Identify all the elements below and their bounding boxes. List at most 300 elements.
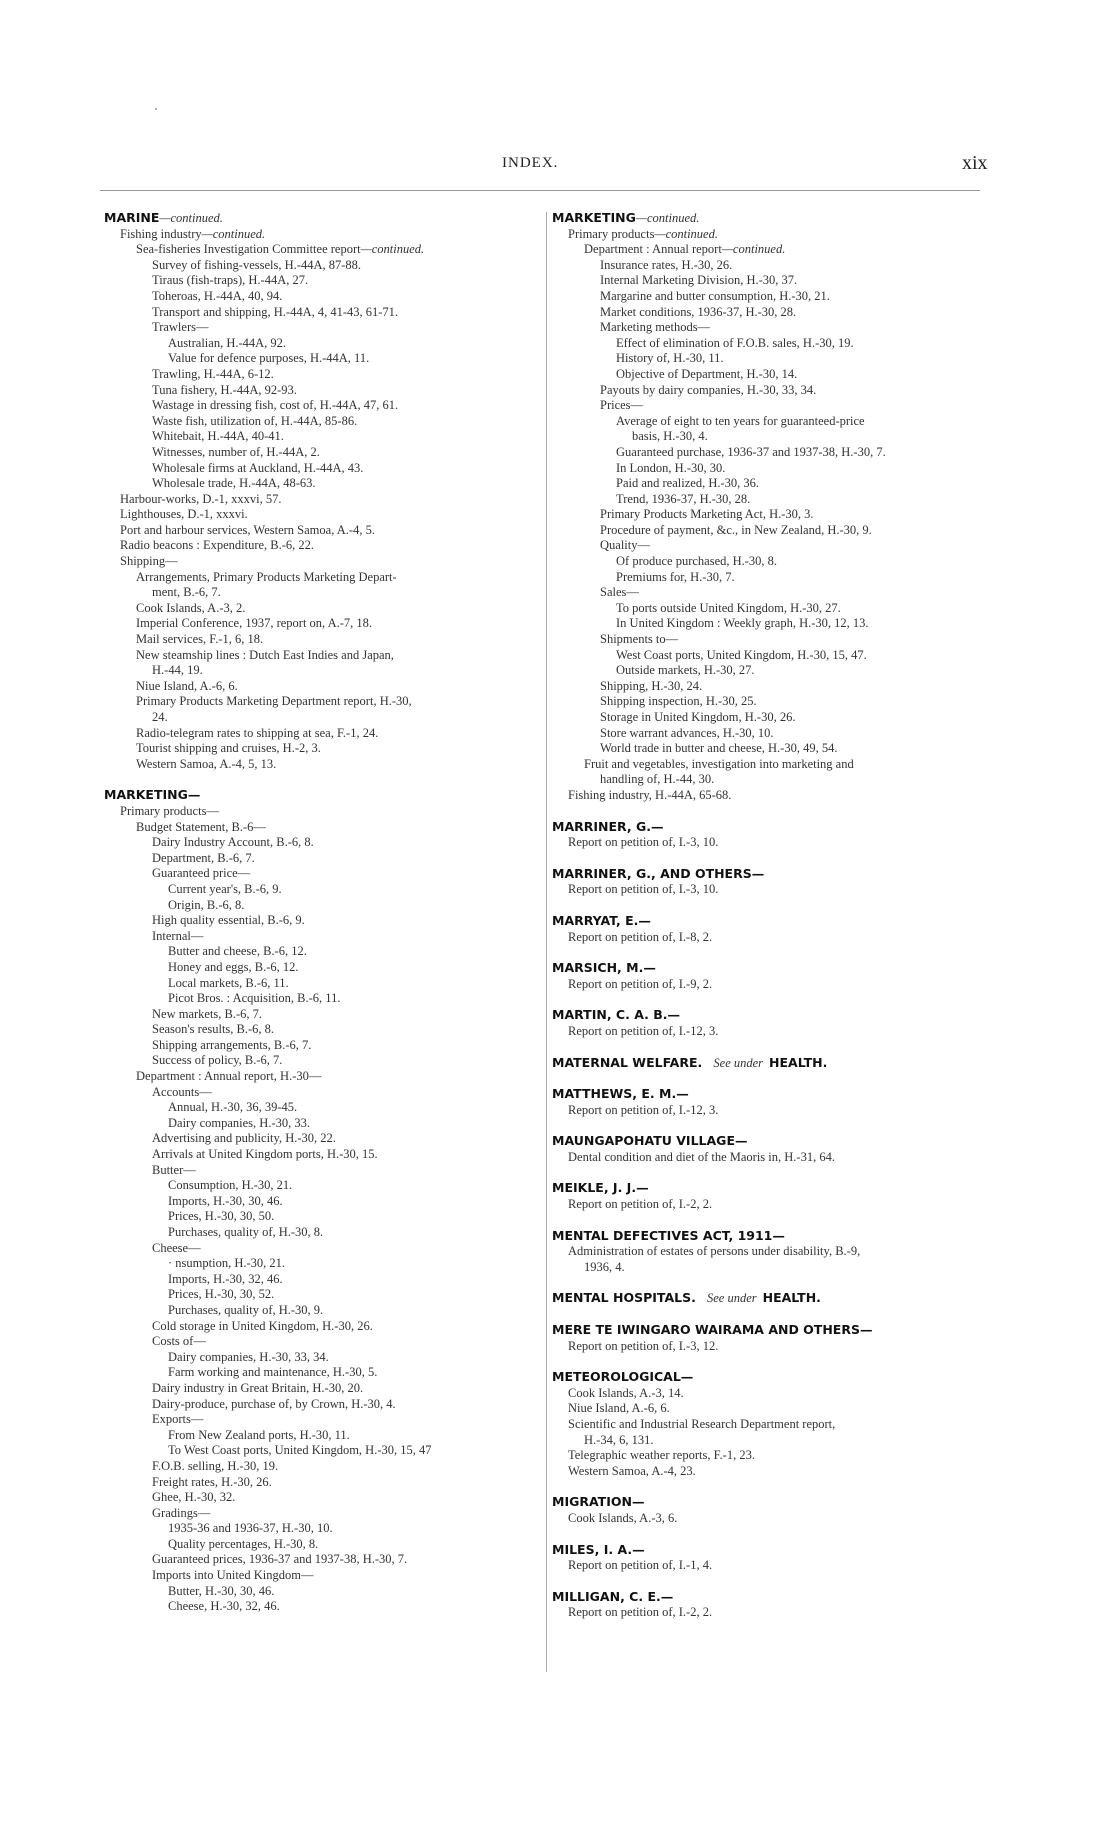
index-entry [552,977,982,993]
entry-text: Department, B.-6, 7. [152,850,255,865]
index-entry [104,1053,534,1069]
entry-text: Freight rates, H.-30, 26. [152,1474,272,1489]
entry-suffix: —continued. [201,226,266,241]
entry-text: Value for defence purposes, H.-44A, 11. [168,351,370,366]
index-entry [552,679,982,695]
entry-text: Report on petition of, I.-3, 10. [568,835,719,850]
entry-text: Objective of Department, H.-30, 14. [616,366,798,381]
index-entry [104,367,534,383]
index-entry [552,445,982,461]
index-entry [104,913,534,929]
index-entry [104,1552,534,1568]
entry-text: Butter and cheese, B.-6, 12. [168,944,307,959]
entry-text: MATERNAL WELFARE. [552,1054,703,1070]
entry-suffix: —continued. [721,242,786,257]
entry-text: 1936, 4. [584,1259,625,1274]
index-entry [552,835,982,851]
cross-reference: HEALTH. [762,1290,821,1306]
index-entry [552,554,982,570]
entry-text: Dairy industry in Great Britain, H.-30, 20. [152,1380,364,1395]
entry-text: Lighthouses, D.-1, xxxvi. [120,507,248,522]
index-entry [104,1521,534,1537]
index-entry [104,538,534,554]
entry-gap [552,1307,982,1322]
index-entry [104,632,534,648]
entry-text: MATTHEWS, E. M.— [552,1086,689,1102]
entry-text: Administration of estates of persons under disability, B.-9, [568,1244,861,1259]
entry-text: Advertising and publicity, H.-30, 22. [152,1131,336,1146]
entry-text: Marketing methods— [600,320,711,335]
index-entry [104,1287,534,1303]
index-entry [104,929,534,945]
entry-suffix: —continued. [360,242,425,257]
index-entry [104,1100,534,1116]
index-entry [104,1116,534,1132]
index-entry [104,1007,534,1023]
index-entry [552,648,982,664]
index-entry [552,1197,982,1213]
entry-text: Arrivals at United Kingdom ports, H.-30, 15. [152,1147,378,1162]
index-entry [104,1147,534,1163]
entry-text: Harbour-works, D.-1, xxxvi, 57. [120,491,282,506]
entry-text: Survey of fishing-vessels, H.-44A, 87-88. [152,257,362,272]
index-entry [104,461,534,477]
index-entry [552,1464,982,1480]
entry-text: Tiraus (fish-traps), H.-44A, 27. [152,273,309,288]
entry-text: Average of eight to ten years for guaranteed-price [616,413,865,428]
entry-text: Dairy-produce, purchase of, by Crown, H.-30, 4. [152,1396,396,1411]
index-entry [552,757,982,773]
entry-text: In London, H.-30, 30. [616,460,726,475]
entry-text: Report on petition of, I.-3, 10. [568,882,719,897]
index-entry [552,336,982,352]
index-entry [104,273,534,289]
right-column [552,210,982,1621]
entry-text: Fishing industry [120,226,202,241]
entry-text: Report on petition of, I.-9, 2. [568,976,713,991]
index-entry [104,835,534,851]
entry-text: METEOROLOGICAL— [552,1369,694,1385]
entry-text: West Coast ports, United Kingdom, H.-30, 15, 47. [616,647,867,662]
index-entry [552,726,982,742]
index-entry [552,1244,982,1260]
entry-text: Primary products [568,226,655,241]
entry-text: Butter— [152,1162,196,1177]
index-entry [104,554,534,570]
entry-text: MENTAL HOSPITALS. [552,1290,696,1306]
entry-gap [552,945,982,960]
entry-text: Payouts by dairy companies, H.-30, 33, 34. [600,382,817,397]
column-divider [546,212,547,1672]
index-heading [552,913,982,930]
index-entry [104,383,534,399]
index-entry [104,429,534,445]
entry-text: Primary products— [120,803,219,818]
entry-text: Effect of elimination of F.O.B. sales, H.-30, 19. [616,335,854,350]
index-entry [104,445,534,461]
index-entry [104,1350,534,1366]
entry-text: Report on petition of, I.-2, 2. [568,1197,713,1212]
entry-gap [552,1354,982,1369]
index-heading [552,1055,982,1072]
index-entry [104,726,534,742]
index-entry [552,570,982,586]
index-entry [552,1260,982,1276]
index-entry [104,476,534,492]
entry-gap [104,772,534,787]
entry-text: 1935-36 and 1936-37, H.-30, 10. [168,1521,333,1536]
entry-text: MAUNGAPOHATU VILLAGE— [552,1133,748,1149]
entry-text: Guaranteed price— [152,866,251,881]
header-rule [100,190,980,191]
entry-text: Tourist shipping and cruises, H.-2, 3. [136,741,321,756]
index-entry [104,1225,534,1241]
entry-text: Wholesale trade, H.-44A, 48-63. [152,476,316,491]
entry-text: Prices, H.-30, 30, 50. [168,1209,275,1224]
index-entry [552,1103,982,1119]
entry-text: Report on petition of, I.-8, 2. [568,929,713,944]
index-entry [552,367,982,383]
entry-text: Wholesale firms at Auckland, H.-44A, 43. [152,460,364,475]
index-entry [104,1537,534,1553]
index-entry [104,898,534,914]
index-entry [104,1209,534,1225]
index-entry [552,305,982,321]
entry-text: Niue Island, A.-6, 6. [568,1401,670,1416]
index-entry [104,1459,534,1475]
index-entry [552,523,982,539]
index-entry [104,1085,534,1101]
index-entry [104,866,534,882]
index-entry [104,289,534,305]
entry-text: Fruit and vegetables, investigation into marketing and [584,756,854,771]
entry-text: Insurance rates, H.-30, 26. [600,257,733,272]
entry-text: Annual, H.-30, 36, 39-45. [168,1100,298,1115]
index-entry [104,1412,534,1428]
entry-text: MARKETING [552,210,636,225]
index-entry [104,258,534,274]
entry-text: basis, H.-30, 4. [632,429,708,444]
entry-text: Toheroas, H.-44A, 40, 94. [152,288,283,303]
entry-text: Cold storage in United Kingdom, H.-30, 26. [152,1318,373,1333]
entry-text: handling of, H.-44, 30. [600,772,715,787]
index-entry [552,710,982,726]
entry-text: Port and harbour services, Western Samoa, A.-4, 5. [120,522,375,537]
index-entry [104,1397,534,1413]
entry-text: MILES, I. A.— [552,1541,645,1557]
entry-text: ment, B.-6, 7. [152,585,221,600]
entry-text: Radio beacons : Expenditure, B.-6, 22. [120,538,315,553]
entry-text: MARRYAT, E.— [552,912,651,928]
index-entry [552,492,982,508]
entry-text: Trawlers— [152,320,209,335]
entry-text: Consumption, H.-30, 21. [168,1178,293,1193]
entry-text: To West Coast ports, United Kingdom, H.-30, 15, 47 [168,1443,432,1458]
index-entry [104,663,534,679]
entry-gap [552,1574,982,1589]
entry-text: Shipping, H.-30, 24. [600,678,703,693]
entry-text: Trend, 1936-37, H.-30, 28. [616,491,751,506]
page-header [0,152,1114,179]
entry-text: Report on petition of, I.-3, 12. [568,1338,719,1353]
entry-text: Origin, B.-6, 8. [168,897,245,912]
entry-text: Cheese, H.-30, 32, 46. [168,1599,280,1614]
index-entry [552,1605,982,1621]
entry-text: Procedure of payment, &c., in New Zealand, H.-30, 9. [600,522,872,537]
index-heading [552,1086,982,1103]
index-entry [104,1022,534,1038]
entry-text: High quality essential, B.-6, 9. [152,913,305,928]
index-entry [104,1584,534,1600]
index-heading [552,1290,982,1307]
index-entry [552,320,982,336]
entry-text: Waste fish, utilization of, H.-44A, 85-86. [152,413,358,428]
index-entry [552,632,982,648]
entry-text: F.O.B. selling, H.-30, 19. [152,1458,279,1473]
entry-text: Sea-fisheries Investigation Committee report [136,242,361,257]
index-entry [552,351,982,367]
entry-text: Report on petition of, I.-2, 2. [568,1605,713,1620]
entry-text: H.-44, 19. [152,663,203,678]
entry-text: Fishing industry, H.-44A, 65-68. [568,787,732,802]
entry-text: Costs of— [152,1334,206,1349]
entry-text: Wastage in dressing fish, cost of, H.-44A, 47, 61. [152,398,399,413]
index-entry [104,585,534,601]
entry-gap [552,851,982,866]
entry-text: Quality— [600,538,650,553]
entry-text: Margarine and butter consumption, H.-30, 21. [600,288,830,303]
index-entry [104,1443,534,1459]
entry-text: · nsumption, H.-30, 21. [168,1256,286,1271]
entry-text: Scientific and Industrial Research Department report, [568,1417,836,1431]
entry-gap [552,898,982,913]
entry-text: Current year's, B.-6, 9. [168,881,282,896]
entry-text: Budget Statement, B.-6— [136,819,266,834]
entry-text: Local markets, B.-6, 11. [168,975,289,990]
index-entry [104,960,534,976]
entry-text: Success of policy, B.-6, 7. [152,1053,283,1068]
entry-gap [552,1479,982,1494]
index-heading [552,1369,982,1386]
entry-text: Farm working and maintenance, H.-30, 5. [168,1365,378,1380]
index-entry [104,1475,534,1491]
entry-text: MILLIGAN, C. E.— [552,1588,674,1604]
index-entry [552,1511,982,1527]
index-entry [104,1241,534,1257]
entry-gap [552,804,982,819]
entry-text: MARSICH, M.— [552,960,656,976]
index-entry [552,1433,982,1449]
entry-text: Purchases, quality of, H.-30, 9. [168,1302,324,1317]
entry-gap [552,1213,982,1228]
entry-text: Internal— [152,928,204,943]
entry-text: To ports outside United Kingdom, H.-30, 27. [616,600,841,615]
entry-text: Cook Islands, A.-3, 2. [136,600,246,615]
page-title: INDEX. [502,155,559,171]
entry-suffix: See under [710,1055,764,1070]
entry-text: Storage in United Kingdom, H.-30, 26. [600,710,796,724]
entry-text: Report on petition of, I.-1, 4. [568,1558,713,1573]
entry-text: MARTIN, C. A. B.— [552,1007,680,1023]
index-heading [552,1007,982,1024]
left-column [104,210,534,1615]
index-entry [104,320,534,336]
entry-text: In United Kingdom : Weekly graph, H.-30, 12, 13. [616,616,869,631]
index-heading [552,1589,982,1606]
entry-text: Of produce purchased, H.-30, 8. [616,554,778,569]
index-entry [104,507,534,523]
index-entry [552,741,982,757]
index-entry [104,648,534,664]
entry-text: Internal Marketing Division, H.-30, 37. [600,273,798,288]
entry-text: Market conditions, 1936-37, H.-30, 28. [600,304,797,319]
entry-text: MERE TE IWINGARO WAIRAMA AND OTHERS— [552,1322,873,1338]
entry-text: 24. [152,710,168,724]
index-entry [104,1131,534,1147]
index-entry [552,1339,982,1355]
index-entry [552,616,982,632]
entry-text: Gradings— [152,1505,211,1520]
entry-text: Primary Products Marketing Act, H.-30, 3. [600,507,814,522]
index-entry [552,383,982,399]
index-heading [552,1494,982,1511]
entry-text: Outside markets, H.-30, 27. [616,663,755,678]
entry-text: Dental condition and diet of the Maoris in, H.-31, 64. [568,1149,835,1164]
index-heading [552,1133,982,1150]
entry-text: Shipping inspection, H.-30, 25. [600,694,757,709]
entry-suffix: —continued. [159,211,223,225]
entry-text: MARRINER, G., AND OTHERS— [552,865,765,881]
index-entry [104,851,534,867]
entry-text: Western Samoa, A.-4, 5, 13. [136,756,277,771]
entry-text: Telegraphic weather reports, F.-1, 23. [568,1448,755,1463]
index-entry [552,242,982,258]
entry-text: MARKETING— [104,787,201,803]
entry-gap [552,992,982,1007]
index-heading [552,960,982,977]
entry-text: Sales— [600,585,639,600]
index-entry [104,679,534,695]
entry-text: Witnesses, number of, H.-44A, 2. [152,444,320,459]
entry-text: Arrangements, Primary Products Marketing Depart- [136,569,397,584]
index-entry [104,1365,534,1381]
index-heading [552,866,982,883]
entry-text: Premiums for, H.-30, 7. [616,569,735,584]
index-entry [104,882,534,898]
entry-text: New markets, B.-6, 7. [152,1006,263,1021]
index-heading [552,210,982,227]
entry-text: H.-34, 6, 131. [584,1432,654,1447]
entry-text: MEIKLE, J. J.— [552,1180,649,1196]
entry-text: Dairy Industry Account, B.-6, 8. [152,835,314,850]
entry-suffix: —continued. [654,226,718,241]
index-heading [552,1542,982,1559]
index-entry [552,930,982,946]
entry-text: Shipments to— [600,632,679,647]
index-entry [104,694,534,710]
entry-text: Ghee, H.-30, 32. [152,1490,236,1505]
index-entry [552,1150,982,1166]
entry-text: Primary Products Marketing Department report, H.-30, [136,694,412,709]
index-entry [552,258,982,274]
entry-suffix: See under [703,1291,757,1306]
index-entry [104,1272,534,1288]
index-entry [104,1490,534,1506]
index-entry [104,601,534,617]
index-entry [104,1256,534,1272]
index-entry [552,772,982,788]
index-entry [552,1024,982,1040]
index-heading [552,1180,982,1197]
index-entry [552,1386,982,1402]
entry-gap [552,1275,982,1290]
entry-text: Exports— [152,1412,204,1427]
entry-text: Paid and realized, H.-30, 36. [616,476,760,491]
entry-text: Western Samoa, A.-4, 23. [568,1463,696,1478]
cross-reference: HEALTH. [769,1054,828,1070]
index-entry [104,570,534,586]
index-entry [104,1303,534,1319]
entry-text: Report on petition of, I.-12, 3. [568,1102,719,1117]
index-entry [104,1334,534,1350]
index-heading [104,787,534,804]
entry-text: Tuna fishery, H.-44A, 92-93. [152,382,297,397]
index-entry [552,694,982,710]
entry-text: World trade in butter and cheese, H.-30, 49, 54. [600,741,838,756]
index-entry [104,227,534,243]
entry-text: Department : Annual report [584,242,722,257]
index-entry [104,991,534,1007]
entry-text: Department : Annual report, H.-30— [136,1069,322,1084]
index-entry [104,1069,534,1085]
entry-text: History of, H.-30, 11. [616,351,724,366]
index-heading [104,210,534,227]
entry-text: Season's results, B.-6, 8. [152,1022,275,1037]
index-entry [104,976,534,992]
entry-text: Accounts— [152,1084,212,1099]
index-entry [552,788,982,804]
index-entry [104,1038,534,1054]
index-entry [104,351,534,367]
entry-text: Cook Islands, A.-3, 14. [568,1385,684,1400]
index-entry [104,710,534,726]
index-entry [104,242,534,258]
entry-text: Imports into United Kingdom— [152,1568,314,1583]
index-entry [104,820,534,836]
index-entry [104,1568,534,1584]
entry-text: Honey and eggs, B.-6, 12. [168,959,299,974]
entry-text: MARRINER, G.— [552,818,664,834]
index-entry [552,1417,982,1433]
entry-text: Imports, H.-30, 30, 46. [168,1193,283,1208]
index-entry [104,1428,534,1444]
index-entry [552,1448,982,1464]
index-entry [104,1163,534,1179]
entry-text: Mail services, F.-1, 6, 18. [136,632,264,647]
entry-text: Shipping— [120,554,178,569]
index-entry [104,1319,534,1335]
entry-text: Dairy companies, H.-30, 33. [168,1115,310,1130]
entry-text: Whitebait, H.-44A, 40-41. [152,429,284,444]
entry-text: MARINE [104,210,160,225]
index-heading [552,1322,982,1339]
index-entry [104,1599,534,1615]
entry-text: Imperial Conference, 1937, report on, A.-7, 18. [136,616,373,631]
entry-text: Shipping arrangements, B.-6, 7. [152,1037,312,1052]
entry-text: Picot Bros. : Acquisition, B.-6, 11. [168,991,341,1006]
index-entry [104,414,534,430]
index-entry [552,1401,982,1417]
